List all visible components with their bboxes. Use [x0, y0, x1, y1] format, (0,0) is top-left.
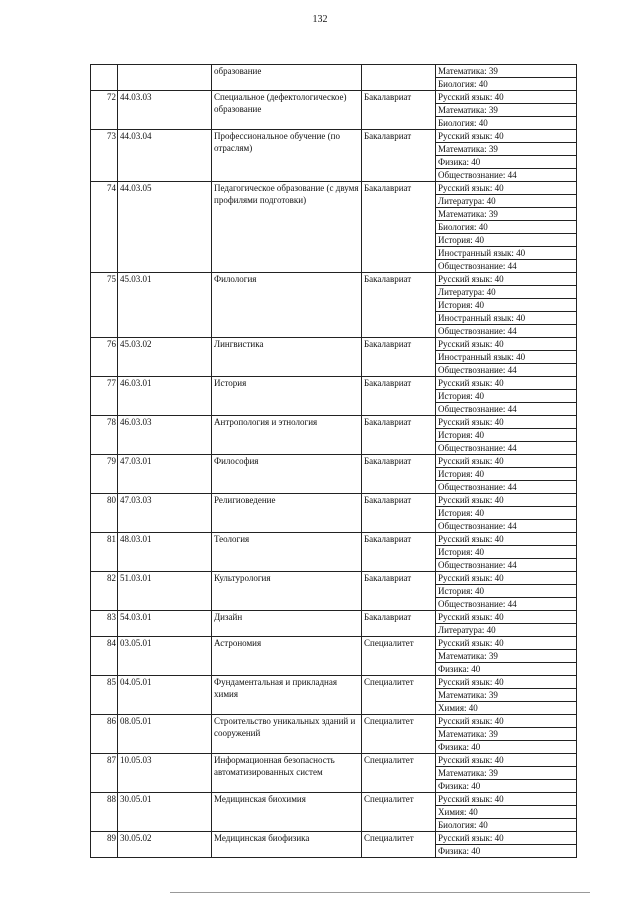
education-level: Бакалавриат — [362, 338, 436, 377]
admission-requirements-table — [90, 64, 577, 858]
table-row — [91, 377, 577, 390]
table-row — [91, 533, 577, 546]
subject-min-score: Иностранный язык: 40 — [436, 247, 577, 260]
program-code: 46.03.03 — [118, 416, 212, 455]
table-row — [91, 676, 577, 689]
subject-min-score: Русский язык: 40 — [436, 611, 577, 624]
subject-min-score: Математика: 39 — [436, 104, 577, 117]
row-number — [91, 65, 118, 91]
subject-min-score: Обществознание: 44 — [436, 481, 577, 494]
subject-min-score: Русский язык: 40 — [436, 832, 577, 845]
program-code: 10.05.03 — [118, 754, 212, 793]
subject-min-score: Литература: 40 — [436, 286, 577, 299]
program-name: Лингвистика — [212, 338, 362, 377]
education-level: Бакалавриат — [362, 416, 436, 455]
program-name: Филология — [212, 273, 362, 338]
education-level: Бакалавриат — [362, 130, 436, 182]
table-row — [91, 832, 577, 845]
subject-min-score: Обществознание: 44 — [436, 442, 577, 455]
subject-min-score: История: 40 — [436, 507, 577, 520]
program-code: 04.05.01 — [118, 676, 212, 715]
education-level: Бакалавриат — [362, 572, 436, 611]
program-name: Информационная безопасность автоматизированных систем — [212, 754, 362, 793]
education-level: Специалитет — [362, 637, 436, 676]
table-row — [91, 455, 577, 468]
subject-min-score: Русский язык: 40 — [436, 715, 577, 728]
education-level: Специалитет — [362, 793, 436, 832]
program-name: История — [212, 377, 362, 416]
program-code: 48.03.01 — [118, 533, 212, 572]
subject-min-score: Русский язык: 40 — [436, 182, 577, 195]
program-name: Религиоведение — [212, 494, 362, 533]
subject-min-score: Русский язык: 40 — [436, 494, 577, 507]
program-code: 45.03.02 — [118, 338, 212, 377]
subject-min-score: Русский язык: 40 — [436, 273, 577, 286]
subject-min-score: Биология: 40 — [436, 819, 577, 832]
row-number: 79 — [91, 455, 118, 494]
program-name: Астрономия — [212, 637, 362, 676]
subject-min-score: Биология: 40 — [436, 221, 577, 234]
row-number: 81 — [91, 533, 118, 572]
subject-min-score: Математика: 39 — [436, 689, 577, 702]
education-level: Бакалавриат — [362, 533, 436, 572]
program-name: Специальное (дефектологическое) образование — [212, 91, 362, 130]
subject-min-score: Обществознание: 44 — [436, 520, 577, 533]
table-row — [91, 494, 577, 507]
table-row — [91, 715, 577, 728]
subject-min-score: Математика: 39 — [436, 65, 577, 78]
subject-min-score: Русский язык: 40 — [436, 91, 577, 104]
education-level: Бакалавриат — [362, 273, 436, 338]
program-code: 44.03.05 — [118, 182, 212, 273]
subject-min-score: Биология: 40 — [436, 117, 577, 130]
row-number: 89 — [91, 832, 118, 858]
subject-min-score: Обществознание: 44 — [436, 403, 577, 416]
program-code: 47.03.01 — [118, 455, 212, 494]
education-level: Специалитет — [362, 676, 436, 715]
program-code: 46.03.01 — [118, 377, 212, 416]
program-code — [118, 65, 212, 91]
program-name: Фундаментальная и прикладная химия — [212, 676, 362, 715]
subject-min-score: Русский язык: 40 — [436, 377, 577, 390]
program-name: Дизайн — [212, 611, 362, 637]
education-level: Бакалавриат — [362, 455, 436, 494]
table-row — [91, 793, 577, 806]
subject-min-score: Русский язык: 40 — [436, 533, 577, 546]
row-number: 87 — [91, 754, 118, 793]
subject-min-score: Физика: 40 — [436, 741, 577, 754]
subject-min-score: Русский язык: 40 — [436, 676, 577, 689]
subject-min-score: Математика: 39 — [436, 143, 577, 156]
table-row — [91, 182, 577, 195]
education-level: Специалитет — [362, 754, 436, 793]
subject-min-score: Биология: 40 — [436, 78, 577, 91]
row-number: 86 — [91, 715, 118, 754]
subject-min-score: Физика: 40 — [436, 663, 577, 676]
table-row — [91, 130, 577, 143]
subject-min-score: Обществознание: 44 — [436, 559, 577, 572]
program-name: Педагогическое образование (с двумя профилями подготовки) — [212, 182, 362, 273]
subject-min-score: Химия: 40 — [436, 806, 577, 819]
table-row — [91, 416, 577, 429]
subject-min-score: Физика: 40 — [436, 780, 577, 793]
subject-min-score: История: 40 — [436, 546, 577, 559]
program-code: 45.03.01 — [118, 273, 212, 338]
program-code: 54.03.01 — [118, 611, 212, 637]
table-row — [91, 65, 577, 78]
page-bottom-rule — [170, 892, 590, 893]
table-row — [91, 91, 577, 104]
subject-min-score: Обществознание: 44 — [436, 325, 577, 338]
education-level: Бакалавриат — [362, 611, 436, 637]
row-number: 84 — [91, 637, 118, 676]
table-row — [91, 637, 577, 650]
program-code: 08.05.01 — [118, 715, 212, 754]
table-row — [91, 754, 577, 767]
subject-min-score: Русский язык: 40 — [436, 754, 577, 767]
row-number: 85 — [91, 676, 118, 715]
subject-min-score: Обществознание: 44 — [436, 598, 577, 611]
row-number: 78 — [91, 416, 118, 455]
education-level: Бакалавриат — [362, 494, 436, 533]
row-number: 82 — [91, 572, 118, 611]
subject-min-score: История: 40 — [436, 299, 577, 312]
subject-min-score: История: 40 — [436, 390, 577, 403]
subject-min-score: Русский язык: 40 — [436, 416, 577, 429]
subject-min-score: Иностранный язык: 40 — [436, 351, 577, 364]
subject-min-score: Обществознание: 44 — [436, 260, 577, 273]
program-name: Культурология — [212, 572, 362, 611]
education-level: Бакалавриат — [362, 91, 436, 130]
subject-min-score: Русский язык: 40 — [436, 338, 577, 351]
program-code: 44.03.03 — [118, 91, 212, 130]
subject-min-score: Обществознание: 44 — [436, 169, 577, 182]
education-level: Специалитет — [362, 832, 436, 858]
table-row — [91, 273, 577, 286]
subject-min-score: Литература: 40 — [436, 195, 577, 208]
subject-min-score: Русский язык: 40 — [436, 793, 577, 806]
education-level: Бакалавриат — [362, 182, 436, 273]
row-number: 73 — [91, 130, 118, 182]
subject-min-score: История: 40 — [436, 234, 577, 247]
subject-min-score: Математика: 39 — [436, 650, 577, 663]
row-number: 72 — [91, 91, 118, 130]
program-code: 03.05.01 — [118, 637, 212, 676]
subject-min-score: Математика: 39 — [436, 767, 577, 780]
page-number: 132 — [312, 14, 328, 25]
subject-min-score: Русский язык: 40 — [436, 637, 577, 650]
row-number: 75 — [91, 273, 118, 338]
table-row — [91, 338, 577, 351]
subject-min-score: История: 40 — [436, 585, 577, 598]
subject-min-score: Химия: 40 — [436, 702, 577, 715]
subject-min-score: История: 40 — [436, 429, 577, 442]
subject-min-score: Физика: 40 — [436, 845, 577, 858]
education-level: Бакалавриат — [362, 377, 436, 416]
program-code: 30.05.01 — [118, 793, 212, 832]
row-number: 76 — [91, 338, 118, 377]
program-code: 47.03.03 — [118, 494, 212, 533]
program-name: Философия — [212, 455, 362, 494]
row-number: 88 — [91, 793, 118, 832]
row-number: 83 — [91, 611, 118, 637]
subject-min-score: История: 40 — [436, 468, 577, 481]
program-code: 44.03.04 — [118, 130, 212, 182]
table-row — [91, 611, 577, 624]
table-row — [91, 572, 577, 585]
subject-min-score: Иностранный язык: 40 — [436, 312, 577, 325]
program-name: Антропология и этнология — [212, 416, 362, 455]
row-number: 80 — [91, 494, 118, 533]
subject-min-score: Физика: 40 — [436, 156, 577, 169]
subject-min-score: Математика: 39 — [436, 208, 577, 221]
row-number: 77 — [91, 377, 118, 416]
program-name: Строительство уникальных зданий и сооружений — [212, 715, 362, 754]
program-name: Медицинская биохимия — [212, 793, 362, 832]
subject-min-score: Математика: 39 — [436, 728, 577, 741]
subject-min-score: Обществознание: 44 — [436, 364, 577, 377]
program-code: 51.03.01 — [118, 572, 212, 611]
education-level — [362, 65, 436, 91]
row-number: 74 — [91, 182, 118, 273]
subject-min-score: Русский язык: 40 — [436, 572, 577, 585]
program-name: Профессиональное обучение (по отраслям) — [212, 130, 362, 182]
education-level: Специалитет — [362, 715, 436, 754]
subject-min-score: Русский язык: 40 — [436, 130, 577, 143]
program-name: Медицинская биофизика — [212, 832, 362, 858]
program-name: образование — [212, 65, 362, 91]
program-name: Теология — [212, 533, 362, 572]
program-code: 30.05.02 — [118, 832, 212, 858]
subject-min-score: Русский язык: 40 — [436, 455, 577, 468]
subject-min-score: Литература: 40 — [436, 624, 577, 637]
